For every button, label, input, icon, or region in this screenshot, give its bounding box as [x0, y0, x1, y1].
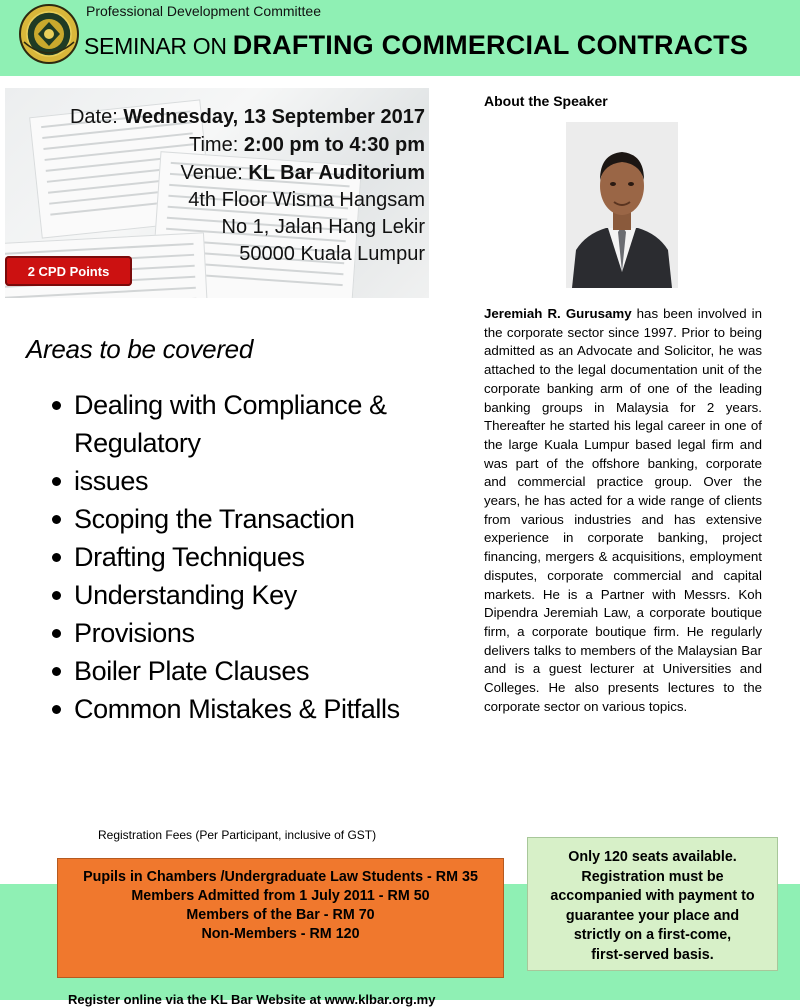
seats-line: guarantee your place and — [565, 907, 740, 924]
areas-title: Areas to be covered — [26, 334, 253, 364]
registration-fees-label: Registration Fees (Per Participant, inclusive of GST) — [98, 828, 377, 842]
seats-line: Registration must be — [581, 868, 724, 885]
date-label: Date: — [69, 106, 118, 128]
date-value: Wednesday, 13 September 2017 — [123, 106, 425, 128]
list-item: Common Mistakes & Pitfalls — [48, 690, 444, 728]
speaker-bio-text: has been involved in the corporate sector since 1997. Prior to being admitted as an Advocate and Solicitor, he was attached to the legal documentation unit of the corporate banking arm of one of the leading banking groups in Malaysia for 2 years. Thereafter he started his legal career in one of the large Kuala Lumpur based legal firm and was part of the offshore banking, corporate and commercial practice group. Over the years, he has acted for a wide range of clients from various industries and has extensive experience in corporate banking, project financing, mergers & acquisitions, employment disputes, corporate commercial and capital markets. He is a Partner with Messrs. Koh Dipendra Jeremiah Law, a corporate boutique firm, a corporate boutique firm. He regularly delivers talks to members of the Malaysian Bar and is a guest lecturer at Universities and Colleges. He also presents lectures to the corporate sector on various topics. — [484, 306, 762, 714]
list-item: Dealing with Compliance & Regulatory — [48, 386, 444, 462]
event-venue — [180, 162, 425, 185]
list-item: issues — [48, 462, 444, 500]
venue-address-line: 50000 Kuala Lumpur — [239, 243, 425, 265]
seminar-title — [84, 30, 748, 61]
time-label: Time: — [189, 134, 239, 156]
committee-name: Professional Development Committee — [86, 3, 321, 19]
list-item: Scoping the Transaction — [48, 500, 444, 538]
venue-value: KL Bar Auditorium — [248, 162, 425, 184]
speaker-photo — [566, 122, 678, 288]
list-item: Drafting Techniques — [48, 538, 444, 576]
seminar-title-main: DRAFTING COMMERCIAL CONTRACTS — [232, 30, 749, 60]
speaker-bio — [484, 305, 762, 716]
venue-address-line: 4th Floor Wisma Hangsam — [188, 189, 425, 211]
kl-bar-seal-icon — [18, 2, 80, 66]
fee-item: Members of the Bar - RM 70 — [186, 907, 375, 923]
register-online-text: Register online via the KL Bar Website at www.klbar.org.my — [68, 992, 436, 1007]
seats-line: strictly on a first-come, — [573, 927, 732, 943]
seats-line: Only 120 seats available. — [568, 849, 737, 865]
venue-label: Venue: — [180, 162, 243, 184]
event-time — [189, 134, 425, 157]
seats-line: accompanied with payment to — [550, 888, 755, 904]
about-speaker-heading: About the Speaker — [484, 93, 608, 109]
speaker-name: Jeremiah R. Gurusamy — [484, 306, 632, 321]
registration-fees-box — [57, 858, 504, 978]
list-item: Boiler Plate Clauses — [48, 652, 444, 690]
event-date — [70, 106, 425, 129]
list-item: Provisions — [48, 614, 444, 652]
seminar-title-lead: SEMINAR ON — [84, 33, 227, 59]
fee-item: Pupils in Chambers /Undergraduate Law Students - RM 35 — [83, 869, 478, 885]
seats-line: first-served basis. — [591, 946, 714, 963]
cpd-points-badge: 2 CPD Points — [5, 256, 132, 286]
seats-notice-box — [527, 837, 778, 971]
fee-item: Members Admitted from 1 July 2011 - RM 50 — [131, 888, 430, 904]
time-value: 2:00 pm to 4:30 pm — [243, 134, 425, 156]
venue-address-line: No 1, Jalan Hang Lekir — [221, 216, 425, 238]
areas-list — [48, 386, 444, 728]
list-item: Understanding Key — [48, 576, 444, 614]
fee-item: Non-Members - RM 120 — [201, 926, 360, 942]
